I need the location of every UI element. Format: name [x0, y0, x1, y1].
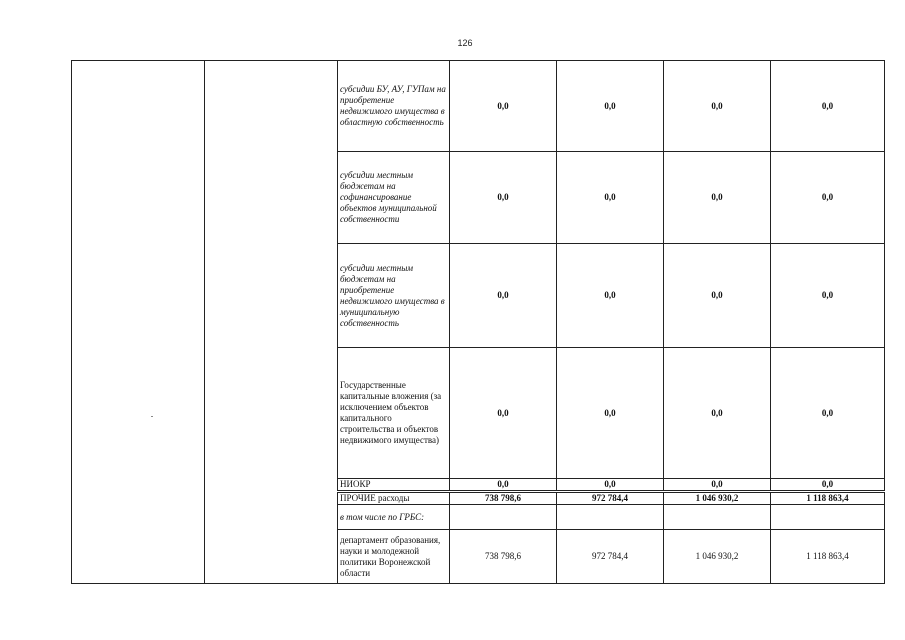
merged-empty-cell-col2	[205, 61, 338, 584]
value-cell: 0,0	[664, 61, 771, 152]
value-cell: 1 046 930,2	[664, 492, 771, 505]
value-cell	[450, 505, 557, 530]
value-cell: 1 046 930,2	[664, 530, 771, 584]
value-cell: 0,0	[771, 152, 885, 244]
value-cell: 0,0	[771, 244, 885, 348]
value-cell: 0,0	[771, 61, 885, 152]
row-label: в том числе по ГРБС:	[338, 505, 450, 530]
page-number: 126	[457, 38, 473, 48]
value-cell: 0,0	[557, 348, 664, 479]
value-cell: 1 118 863,4	[771, 492, 885, 505]
row-label: субсидии местным бюджетам на софинансирование объектов муниципальной собственности	[338, 152, 450, 244]
value-cell: 0,0	[450, 479, 557, 492]
value-cell: 738 798,6	[450, 492, 557, 505]
value-cell	[664, 505, 771, 530]
budget-table	[71, 60, 885, 584]
value-cell: 0,0	[771, 479, 885, 492]
value-cell: 0,0	[557, 61, 664, 152]
value-cell: 0,0	[557, 479, 664, 492]
value-cell: 0,0	[450, 244, 557, 348]
value-cell: 0,0	[664, 152, 771, 244]
row-label: ПРОЧИЕ расходы	[338, 492, 450, 505]
table-row	[72, 61, 885, 152]
value-cell: 0,0	[450, 152, 557, 244]
value-cell: 0,0	[450, 348, 557, 479]
value-cell	[771, 505, 885, 530]
row-label: департамент образования, науки и молодежной политики Воронежской области	[338, 530, 450, 584]
value-cell: 0,0	[664, 348, 771, 479]
value-cell: 0,0	[664, 479, 771, 492]
value-cell: 0,0	[664, 244, 771, 348]
merged-empty-cell-col1	[72, 61, 205, 584]
value-cell: 0,0	[557, 244, 664, 348]
value-cell	[557, 505, 664, 530]
value-cell: 1 118 863,4	[771, 530, 885, 584]
value-cell: 0,0	[450, 61, 557, 152]
row-label: субсидии БУ, АУ, ГУПам на приобретение недвижимого имущества в областную собственность	[338, 61, 450, 152]
row-label: субсидии местным бюджетам на приобретение недвижимого имущества в муниципальную собственность	[338, 244, 450, 348]
value-cell: 972 784,4	[557, 530, 664, 584]
value-cell: 738 798,6	[450, 530, 557, 584]
value-cell: 0,0	[771, 348, 885, 479]
value-cell: 0,0	[557, 152, 664, 244]
row-label: Государственные капитальные вложения (за исключением объектов капитального строительства и объектов недвижимого имущества)	[338, 348, 450, 479]
row-label: НИОКР	[338, 479, 450, 492]
value-cell: 972 784,4	[557, 492, 664, 505]
